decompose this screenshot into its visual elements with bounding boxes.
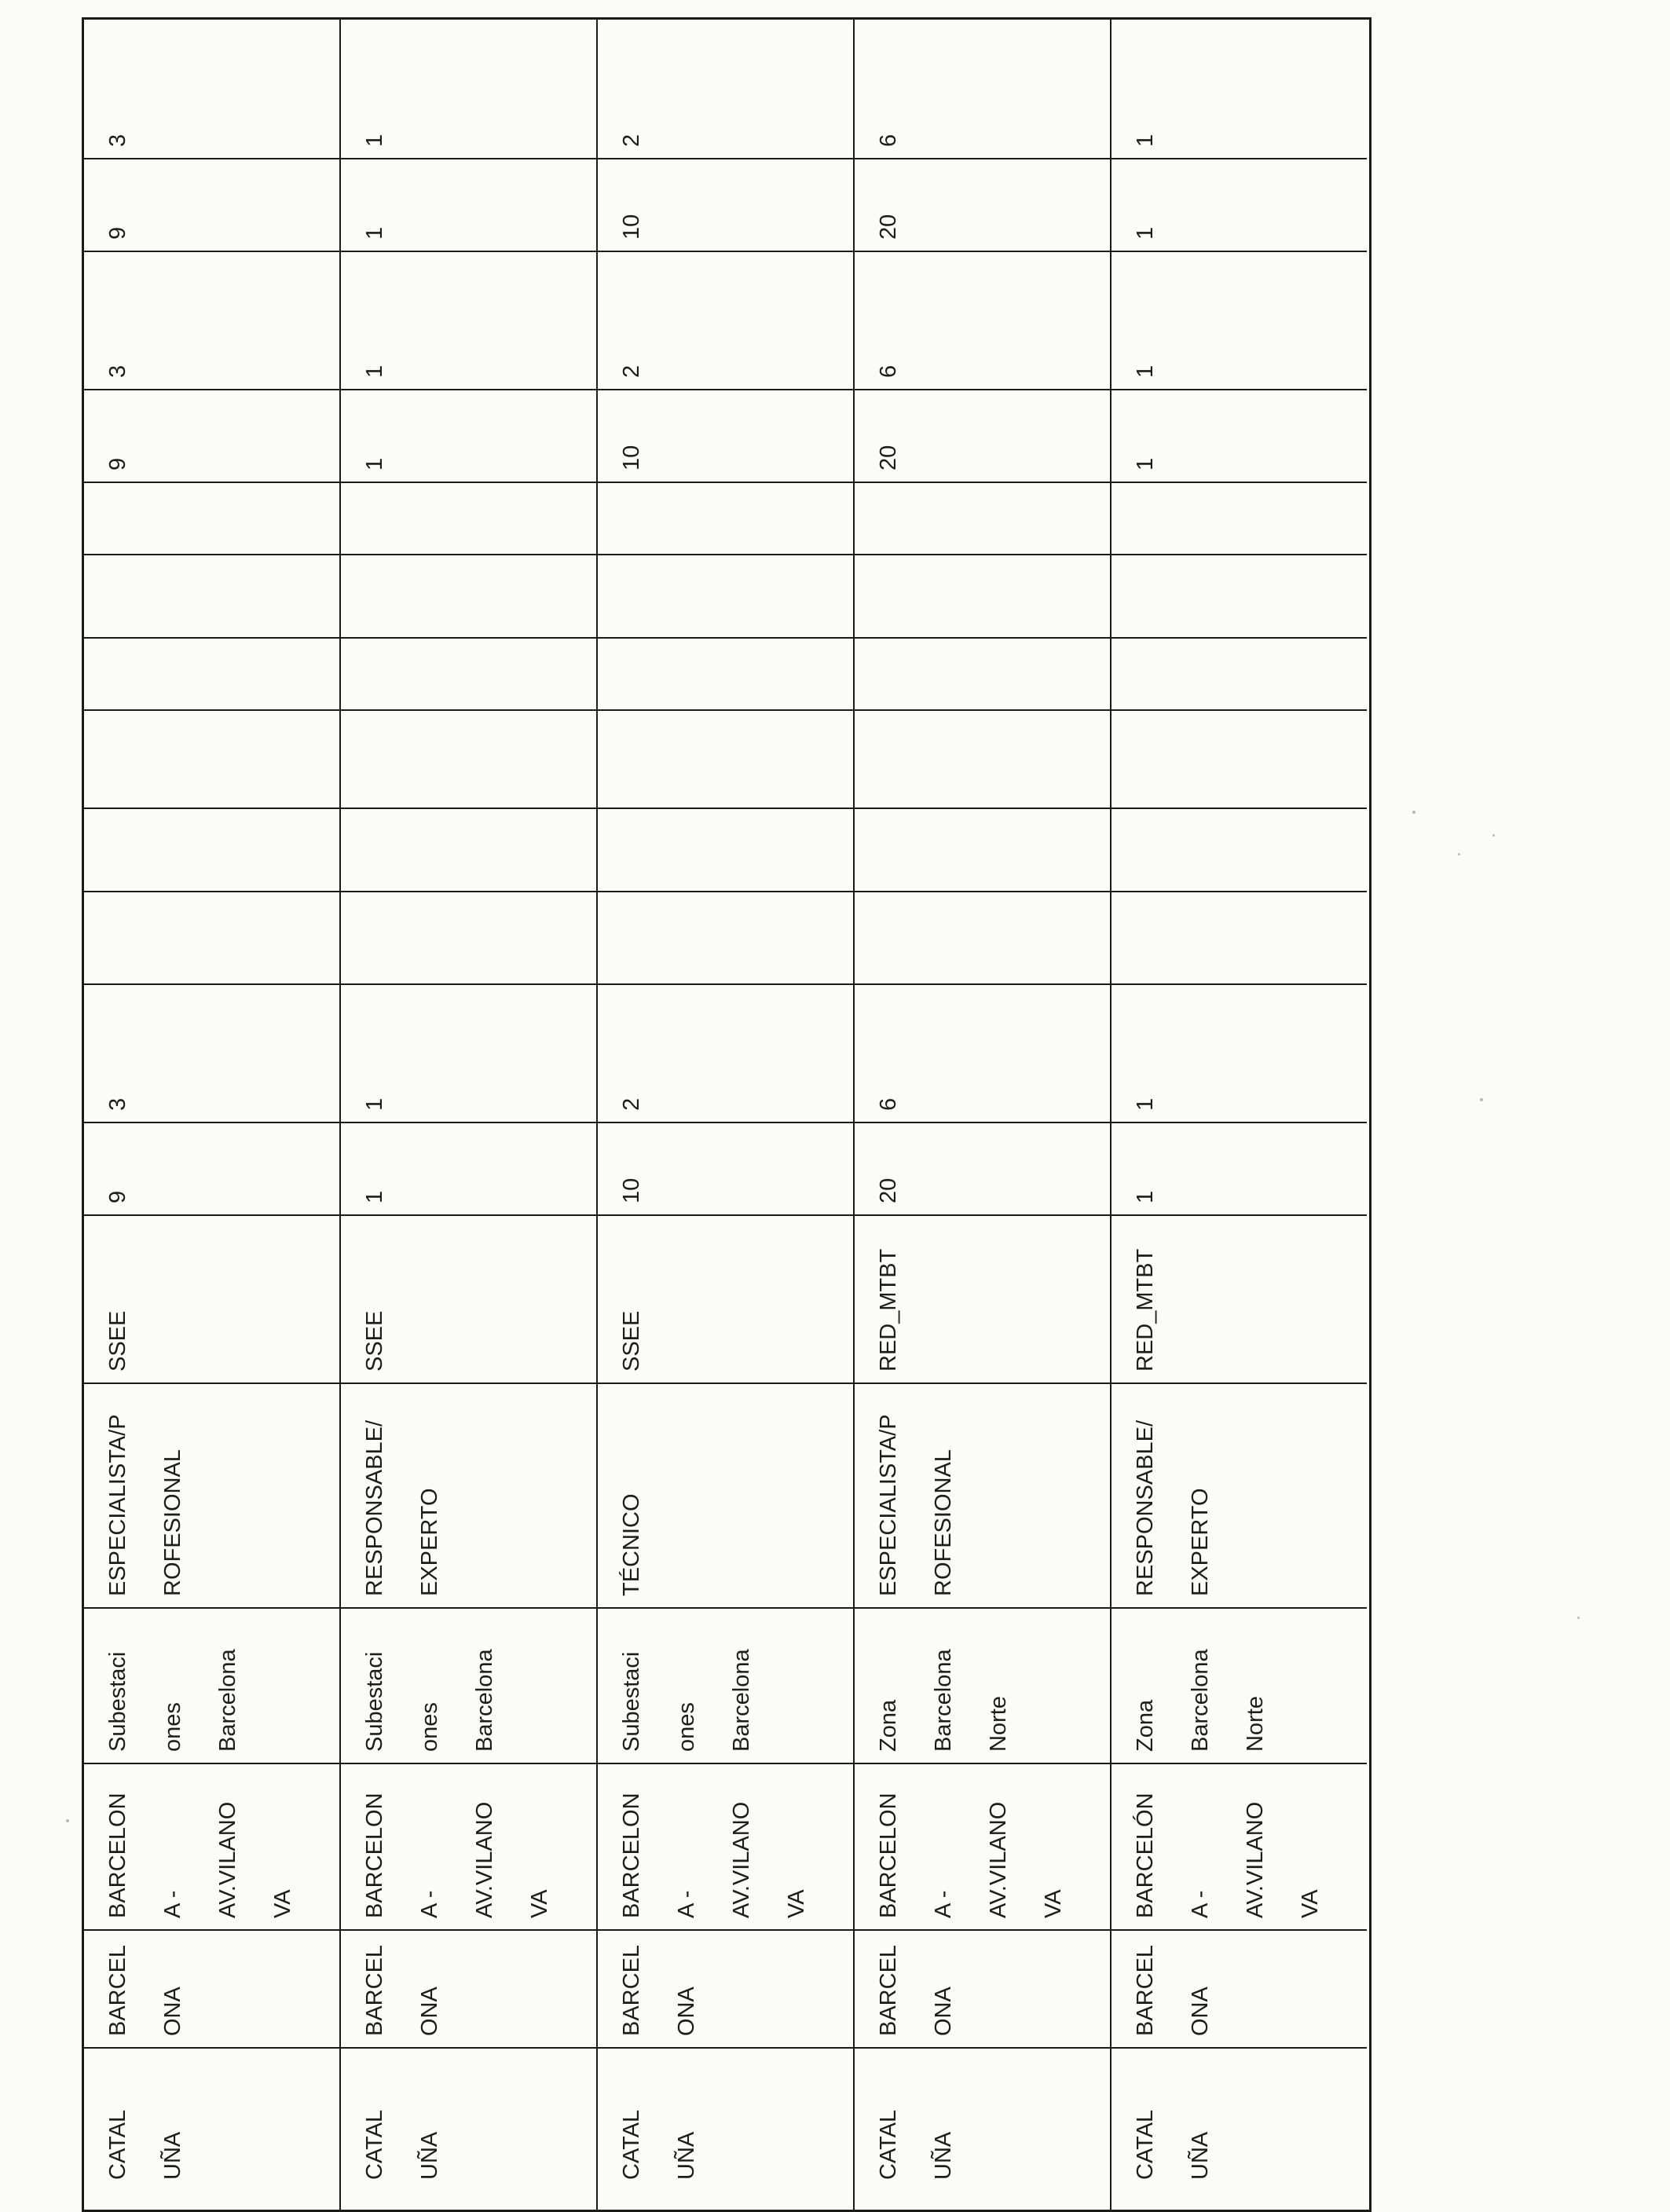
- cell-text: [347, 1420, 457, 1596]
- cell-categoria: [598, 1382, 853, 1607]
- cell-line: A -: [160, 1890, 185, 1918]
- cell-empty: [1112, 554, 1367, 637]
- cell-line: Subestaci: [362, 1651, 387, 1752]
- cell-area: [84, 1607, 339, 1763]
- cell-line: ones: [417, 1702, 442, 1752]
- cell-text: [347, 1191, 402, 1203]
- cell-line: ROFESIONAL: [931, 1449, 956, 1596]
- cell-line: RED_MTBT: [1133, 1248, 1158, 1372]
- cell-comunidad: [1112, 2047, 1367, 2191]
- cell-v3: [84, 389, 339, 482]
- cell-v2: [341, 983, 596, 1122]
- cell-line: 6: [876, 134, 901, 147]
- cell-line: CATAL: [1133, 2109, 1158, 2180]
- cell-v5: [84, 158, 339, 251]
- cell-categoria: [855, 1382, 1110, 1607]
- cell-text: [1118, 1793, 1338, 1918]
- cell-v6: [341, 20, 596, 158]
- cell-line: VA: [527, 1889, 552, 1918]
- cell-line: ROFESIONAL: [160, 1449, 185, 1596]
- cell-empty: [855, 482, 1110, 554]
- cell-text: [861, 1793, 1081, 1918]
- cell-line: 3: [105, 134, 130, 147]
- cell-text: [1118, 1098, 1173, 1111]
- cell-line: 2: [619, 134, 644, 147]
- cell-line: CATAL: [362, 2109, 387, 2180]
- cell-v6: [598, 20, 853, 158]
- cell-line: 3: [105, 364, 130, 378]
- cell-line: 2: [619, 364, 644, 378]
- cell-v3: [598, 389, 853, 482]
- cell-text: [1118, 1420, 1228, 1596]
- scan-speck: [1492, 834, 1495, 837]
- cell-empty: [84, 554, 339, 637]
- cell-line: 1: [1133, 134, 1158, 147]
- cell-line: VA: [1298, 1889, 1323, 1918]
- cell-text: [604, 1311, 659, 1372]
- cell-comunidad: [341, 2047, 596, 2191]
- cell-v4: [1112, 251, 1367, 389]
- cell-text: [861, 1098, 916, 1111]
- cell-v4: [855, 251, 1110, 389]
- cell-v5: [341, 158, 596, 251]
- cell-line: Norte: [1243, 1696, 1268, 1752]
- cell-line: UÑA: [160, 2131, 185, 2180]
- cell-empty: [855, 554, 1110, 637]
- cell-line: CATAL: [105, 2109, 130, 2180]
- cell-text: [604, 1649, 769, 1752]
- cell-text: [861, 1945, 971, 2036]
- cell-text: [861, 2110, 971, 2180]
- cell-line: RESPONSABLE/: [362, 1419, 387, 1596]
- cell-text: [90, 1191, 145, 1203]
- cell-v2: [84, 983, 339, 1122]
- cell-line: 9: [105, 226, 130, 240]
- cell-comunidad: [84, 2047, 339, 2191]
- cell-line: 6: [876, 1097, 901, 1111]
- cell-v4: [598, 251, 853, 389]
- scan-speck: [1480, 1098, 1483, 1101]
- record-column: [855, 20, 1112, 2210]
- cell-empty: [855, 637, 1110, 709]
- cell-v1: [84, 1122, 339, 1214]
- cell-line: 2: [619, 1097, 644, 1111]
- cell-text: [90, 2110, 200, 2180]
- cell-text: [604, 445, 659, 471]
- cell-line: Zona: [1133, 1699, 1158, 1752]
- cell-line: CATAL: [619, 2109, 644, 2180]
- cell-text: [861, 445, 916, 471]
- cell-text: [1118, 458, 1173, 471]
- cell-line: 20: [876, 214, 901, 240]
- cell-line: ONA: [417, 1987, 442, 2036]
- cell-empty: [598, 808, 853, 891]
- cell-empty: [341, 637, 596, 709]
- cell-line: UÑA: [674, 2131, 699, 2180]
- record-column: [598, 20, 855, 2210]
- cell-line: 1: [1133, 1190, 1158, 1203]
- cell-tipo: [855, 1214, 1110, 1382]
- cell-line: 6: [876, 364, 901, 378]
- cell-text: [604, 1793, 824, 1918]
- cell-line: EXPERTO: [417, 1488, 442, 1596]
- cell-v6: [1112, 20, 1367, 158]
- cell-line: SSEE: [362, 1310, 387, 1372]
- cell-text: [90, 1311, 145, 1372]
- cell-line: Barcelona: [215, 1649, 240, 1752]
- cell-line: 1: [1133, 226, 1158, 240]
- cell-line: ones: [160, 1702, 185, 1752]
- cell-empty: [84, 891, 339, 983]
- cell-line: Barcelona: [472, 1649, 497, 1752]
- rotated-data-table: [82, 17, 1372, 2212]
- cell-line: AV.VILANO: [1243, 1801, 1268, 1918]
- cell-line: BARCEL: [876, 1944, 901, 2036]
- cell-area: [855, 1607, 1110, 1763]
- cell-v5: [855, 158, 1110, 251]
- cell-text: [90, 1414, 200, 1596]
- cell-line: 3: [105, 1097, 130, 1111]
- cell-empty: [341, 554, 596, 637]
- cell-line: 10: [619, 214, 644, 240]
- cell-line: AV.VILANO: [729, 1801, 754, 1918]
- cell-text: [90, 365, 145, 378]
- record-column: [1112, 20, 1367, 2210]
- cell-v2: [855, 983, 1110, 1122]
- cell-line: 20: [876, 445, 901, 471]
- cell-text: [347, 227, 402, 240]
- cell-line: 1: [362, 226, 387, 240]
- cell-line: BARCELON: [876, 1793, 901, 1918]
- cell-v1: [598, 1122, 853, 1214]
- cell-v2: [1112, 983, 1367, 1122]
- cell-line: RESPONSABLE/: [1133, 1419, 1158, 1596]
- cell-line: VA: [270, 1889, 295, 1918]
- cell-tipo: [1112, 1214, 1367, 1382]
- cell-text: [604, 2110, 714, 2180]
- cell-v6: [84, 20, 339, 158]
- cell-line: A -: [1188, 1890, 1213, 1918]
- cell-empty: [598, 891, 853, 983]
- cell-line: VA: [784, 1889, 809, 1918]
- cell-line: Subestaci: [105, 1651, 130, 1752]
- cell-v4: [84, 251, 339, 389]
- cell-text: [861, 1178, 916, 1203]
- cell-centro: [1112, 1763, 1367, 1929]
- cell-tipo: [598, 1214, 853, 1382]
- cell-empty: [1112, 891, 1367, 983]
- cell-text: [347, 134, 402, 147]
- cell-line: BARCELON: [105, 1793, 130, 1918]
- cell-line: ESPECIALISTA/P: [105, 1414, 130, 1596]
- cell-text: [1118, 1649, 1283, 1752]
- cell-line: AV.VILANO: [215, 1801, 240, 1918]
- cell-text: [1118, 1191, 1173, 1203]
- cell-empty: [598, 482, 853, 554]
- cell-text: [347, 458, 402, 471]
- cell-empty: [598, 554, 853, 637]
- cell-text: [1118, 1945, 1228, 2036]
- cell-text: [861, 134, 916, 147]
- cell-line: ONA: [160, 1987, 185, 2036]
- cell-text: [861, 1249, 916, 1372]
- cell-v4: [341, 251, 596, 389]
- cell-line: Barcelona: [931, 1649, 956, 1752]
- cell-text: [604, 214, 659, 240]
- cell-line: AV.VILANO: [472, 1801, 497, 1918]
- cell-line: UÑA: [1188, 2131, 1213, 2180]
- cell-line: ONA: [931, 1987, 956, 2036]
- scan-speck: [1458, 853, 1460, 855]
- cell-text: [1118, 134, 1173, 147]
- cell-v5: [1112, 158, 1367, 251]
- cell-centro: [341, 1763, 596, 1929]
- cell-line: Zona: [876, 1699, 901, 1752]
- cell-v1: [1112, 1122, 1367, 1214]
- cell-empty: [341, 482, 596, 554]
- cell-text: [90, 1793, 310, 1918]
- cell-empty: [84, 808, 339, 891]
- cell-text: [347, 365, 402, 378]
- cell-area: [598, 1607, 853, 1763]
- cell-text: [90, 1649, 255, 1752]
- cell-empty: [341, 808, 596, 891]
- cell-line: EXPERTO: [1188, 1488, 1213, 1596]
- cell-empty: [855, 709, 1110, 808]
- cell-v3: [341, 389, 596, 482]
- cell-line: ESPECIALISTA/P: [876, 1414, 901, 1596]
- cell-line: 1: [1133, 1097, 1158, 1111]
- cell-categoria: [84, 1382, 339, 1607]
- cell-line: BARCEL: [619, 1944, 644, 2036]
- cell-line: Norte: [986, 1696, 1011, 1752]
- cell-text: [1118, 2110, 1228, 2180]
- cell-line: VA: [1041, 1889, 1066, 1918]
- cell-empty: [1112, 637, 1367, 709]
- cell-line: BARCEL: [362, 1944, 387, 2036]
- cell-text: [604, 1494, 659, 1597]
- cell-line: A -: [931, 1890, 956, 1918]
- cell-v3: [1112, 389, 1367, 482]
- cell-categoria: [1112, 1382, 1367, 1607]
- cell-text: [347, 1098, 402, 1111]
- cell-comunidad: [855, 2047, 1110, 2191]
- cell-area: [1112, 1607, 1367, 1763]
- cell-line: TÉCNICO: [619, 1493, 644, 1596]
- cell-text: [861, 365, 916, 378]
- cell-line: BARCEL: [105, 1944, 130, 2036]
- cell-line: ONA: [1188, 1987, 1213, 2036]
- cell-text: [347, 1793, 567, 1918]
- record-column: [84, 20, 341, 2210]
- cell-line: AV.VILANO: [986, 1801, 1011, 1918]
- cell-line: 1: [362, 1190, 387, 1203]
- cell-line: BARCELON: [362, 1793, 387, 1918]
- cell-line: CATAL: [876, 2109, 901, 2180]
- cell-empty: [598, 637, 853, 709]
- cell-line: 1: [362, 457, 387, 471]
- cell-text: [1118, 365, 1173, 378]
- cell-line: 9: [105, 457, 130, 471]
- cell-empty: [1112, 709, 1367, 808]
- cell-line: SSEE: [105, 1310, 130, 1372]
- cell-text: [347, 1945, 457, 2036]
- cell-line: 1: [362, 364, 387, 378]
- scan-speck: [66, 1819, 69, 1822]
- cell-comunidad: [598, 2047, 853, 2191]
- cell-empty: [855, 808, 1110, 891]
- cell-line: A -: [417, 1890, 442, 1918]
- cell-text: [604, 134, 659, 147]
- cell-line: Barcelona: [729, 1649, 754, 1752]
- cell-text: [604, 1945, 714, 2036]
- cell-line: 10: [619, 445, 644, 471]
- cell-text: [90, 1945, 200, 2036]
- cell-v1: [855, 1122, 1110, 1214]
- cell-v1: [341, 1122, 596, 1214]
- cell-line: 1: [1133, 364, 1158, 378]
- cell-line: SSEE: [619, 1310, 644, 1372]
- cell-text: [604, 1098, 659, 1111]
- cell-line: 1: [362, 1097, 387, 1111]
- cell-text: [90, 227, 145, 240]
- cell-empty: [341, 709, 596, 808]
- cell-line: 1: [1133, 457, 1158, 471]
- cell-categoria: [341, 1382, 596, 1607]
- cell-text: [604, 1178, 659, 1203]
- cell-empty: [1112, 808, 1367, 891]
- cell-text: [347, 2110, 457, 2180]
- cell-text: [90, 1098, 145, 1111]
- cell-provincia: [598, 1929, 853, 2047]
- cell-empty: [84, 482, 339, 554]
- cell-line: BARCEL: [1133, 1944, 1158, 2036]
- cell-text: [861, 214, 916, 240]
- cell-empty: [84, 709, 339, 808]
- cell-text: [90, 134, 145, 147]
- cell-line: UÑA: [931, 2131, 956, 2180]
- cell-line: Subestaci: [619, 1651, 644, 1752]
- cell-text: [861, 1414, 971, 1596]
- cell-tipo: [341, 1214, 596, 1382]
- cell-empty: [341, 891, 596, 983]
- cell-provincia: [84, 1929, 339, 2047]
- cell-line: 1: [362, 134, 387, 147]
- cell-text: [604, 365, 659, 378]
- cell-provincia: [855, 1929, 1110, 2047]
- cell-empty: [855, 891, 1110, 983]
- cell-area: [341, 1607, 596, 1763]
- cell-line: BARCELON: [619, 1793, 644, 1918]
- cell-centro: [598, 1763, 853, 1929]
- cell-v2: [598, 983, 853, 1122]
- cell-empty: [84, 637, 339, 709]
- cell-v6: [855, 20, 1110, 158]
- cell-line: Barcelona: [1188, 1649, 1213, 1752]
- cell-centro: [855, 1763, 1110, 1929]
- record-column: [341, 20, 598, 2210]
- cell-line: A -: [674, 1890, 699, 1918]
- cell-line: 20: [876, 1177, 901, 1203]
- cell-line: 9: [105, 1190, 130, 1203]
- cell-provincia: [1112, 1929, 1367, 2047]
- cell-empty: [598, 709, 853, 808]
- cell-v5: [598, 158, 853, 251]
- cell-line: UÑA: [417, 2131, 442, 2180]
- cell-tipo: [84, 1214, 339, 1382]
- scan-speck: [1577, 1617, 1580, 1619]
- cell-text: [347, 1311, 402, 1372]
- cell-line: ONA: [674, 1987, 699, 2036]
- cell-line: BARCELÓN: [1133, 1793, 1158, 1918]
- cell-line: ones: [674, 1702, 699, 1752]
- cell-text: [1118, 1249, 1173, 1372]
- cell-provincia: [341, 1929, 596, 2047]
- cell-text: [347, 1649, 512, 1752]
- cell-text: [1118, 227, 1173, 240]
- cell-line: 10: [619, 1177, 644, 1203]
- cell-empty: [1112, 482, 1367, 554]
- cell-centro: [84, 1763, 339, 1929]
- cell-text: [861, 1649, 1026, 1752]
- cell-text: [90, 458, 145, 471]
- cell-v3: [855, 389, 1110, 482]
- cell-line: RED_MTBT: [876, 1248, 901, 1372]
- scan-speck: [1412, 811, 1415, 814]
